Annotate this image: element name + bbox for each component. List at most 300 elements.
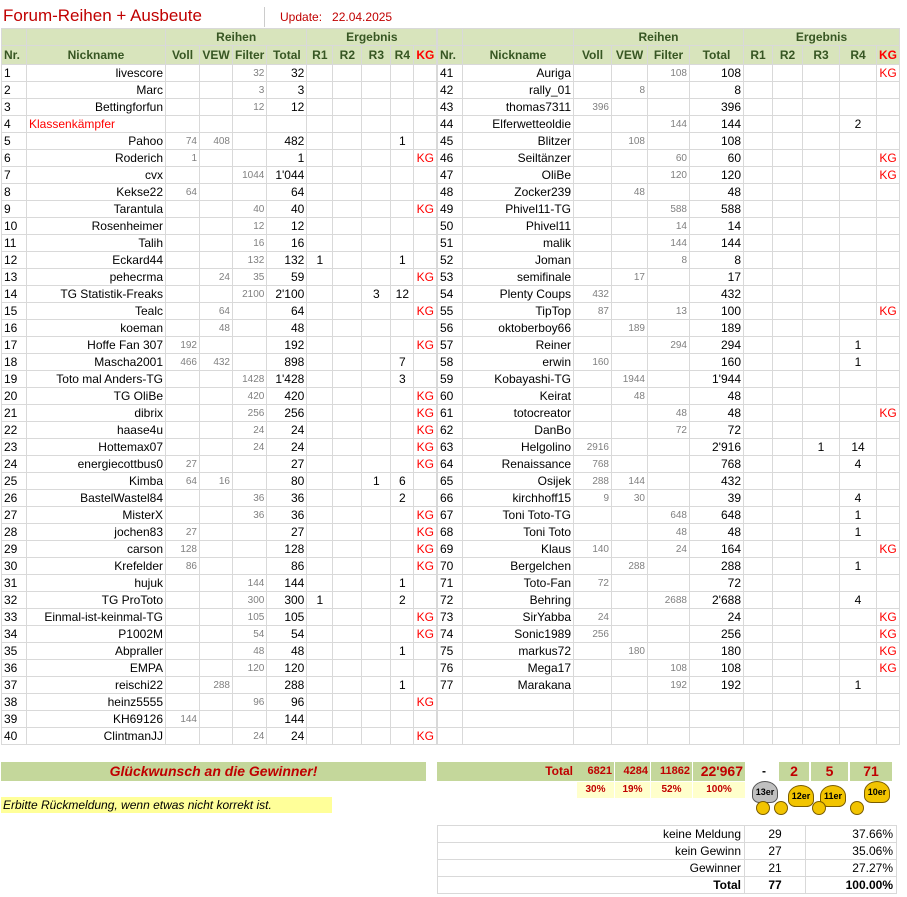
summary-row xyxy=(438,843,897,860)
cell-r4 xyxy=(840,609,877,626)
cell-r3 xyxy=(803,660,840,677)
cell-voll: 396 xyxy=(574,99,612,116)
cell-kg xyxy=(877,575,900,592)
cell-r2 xyxy=(333,677,362,694)
table-row xyxy=(2,558,437,575)
cell-voll: 192 xyxy=(166,337,200,354)
cell-r3 xyxy=(803,541,840,558)
cell-kg: KG xyxy=(877,660,900,677)
cell-kg: KG xyxy=(877,150,900,167)
table-row xyxy=(438,609,900,626)
cell-r3 xyxy=(803,371,840,388)
cell-total: 180 xyxy=(690,643,744,660)
table-row xyxy=(2,575,437,592)
cell-total: 48 xyxy=(690,388,744,405)
cell-r1 xyxy=(307,303,333,320)
cell-nr: 57 xyxy=(438,337,463,354)
cell-total: 144 xyxy=(690,235,744,252)
cell-total: 648 xyxy=(690,507,744,524)
cell-voll: 288 xyxy=(574,473,612,490)
cell-nr: 22 xyxy=(2,422,27,439)
cell-vew xyxy=(612,677,648,694)
cell-kg xyxy=(414,218,437,235)
totals-total: 22'967 xyxy=(693,762,745,781)
cell-r4: 1 xyxy=(840,507,877,524)
cell-r4 xyxy=(391,405,414,422)
cell-nr: 44 xyxy=(438,116,463,133)
cell-vew: 144 xyxy=(612,473,648,490)
cell-voll: 1 xyxy=(166,150,200,167)
cell-voll: 256 xyxy=(574,626,612,643)
cell-r4 xyxy=(391,82,414,99)
cell-r3 xyxy=(803,167,840,184)
cell-r2 xyxy=(333,286,362,303)
totals-vew: 4284 xyxy=(615,762,650,781)
cell-r2 xyxy=(333,116,362,133)
cell-nr: 37 xyxy=(2,677,27,694)
cell-r2 xyxy=(333,626,362,643)
cell-nick: Rosenheimer xyxy=(27,218,166,235)
cell-filter xyxy=(233,184,267,201)
table-row xyxy=(2,184,437,201)
cell-r4 xyxy=(840,371,877,388)
summary-row xyxy=(438,877,897,894)
cell-r4 xyxy=(840,82,877,99)
cell-total: 144 xyxy=(267,711,307,728)
cell-nick: markus72 xyxy=(463,643,574,660)
cell-r3 xyxy=(362,558,391,575)
col-filter: Filter xyxy=(648,46,690,65)
cell-vew xyxy=(200,235,233,252)
cell-r1 xyxy=(307,541,333,558)
cell-filter xyxy=(648,371,690,388)
cell-filter: 132 xyxy=(233,252,267,269)
cell-nr: 56 xyxy=(438,320,463,337)
cell-r2 xyxy=(773,507,803,524)
cell-filter xyxy=(648,643,690,660)
cell-total: 482 xyxy=(267,133,307,150)
cell-r1 xyxy=(307,82,333,99)
cell-r3 xyxy=(803,201,840,218)
table-row xyxy=(438,133,900,150)
cell-vew xyxy=(200,337,233,354)
cell-total: 108 xyxy=(690,65,744,82)
cell-voll xyxy=(574,337,612,354)
cell-filter xyxy=(233,320,267,337)
cell-r1 xyxy=(744,677,773,694)
cell-r4 xyxy=(840,575,877,592)
cell-nr: 39 xyxy=(2,711,27,728)
cell-kg xyxy=(414,490,437,507)
cell-total: 108 xyxy=(690,133,744,150)
cell-nick: heinz5555 xyxy=(27,694,166,711)
cell-r3 xyxy=(362,592,391,609)
cell-vew: 17 xyxy=(612,269,648,286)
cell-vew: 1944 xyxy=(612,371,648,388)
cell-r2 xyxy=(333,694,362,711)
cell-filter xyxy=(648,575,690,592)
cell-vew xyxy=(612,507,648,524)
cell-total: 164 xyxy=(690,541,744,558)
cell-voll: 160 xyxy=(574,354,612,371)
cell-voll xyxy=(574,524,612,541)
table-row xyxy=(2,643,437,660)
cell-kg: KG xyxy=(414,201,437,218)
cell-total: 39 xyxy=(690,490,744,507)
cell-nick: Renaissance xyxy=(463,456,574,473)
cell-filter xyxy=(648,439,690,456)
cell-nick: Reiner xyxy=(463,337,574,354)
cell-total: 396 xyxy=(690,99,744,116)
cell-r2 xyxy=(333,541,362,558)
cell-r2 xyxy=(333,507,362,524)
totals-filter: 11862 xyxy=(651,762,692,781)
cell-r3 xyxy=(803,133,840,150)
table-row xyxy=(438,643,900,660)
cell-nick: totocreator xyxy=(463,405,574,422)
cell-r1 xyxy=(307,320,333,337)
cell-kg xyxy=(877,592,900,609)
cell-r3 xyxy=(362,677,391,694)
cell-nr: 1 xyxy=(2,65,27,82)
cell-nick: Keirat xyxy=(463,388,574,405)
trophy-icons xyxy=(752,779,907,814)
cell-nr: 24 xyxy=(2,456,27,473)
cell-vew: 288 xyxy=(200,677,233,694)
cell-r4 xyxy=(391,626,414,643)
cell-kg xyxy=(414,235,437,252)
cell-filter xyxy=(648,269,690,286)
cell-kg: KG xyxy=(877,609,900,626)
cell-total: 120 xyxy=(267,660,307,677)
cell-r1 xyxy=(307,371,333,388)
cell-kg: KG xyxy=(414,388,437,405)
cell-r2 xyxy=(773,558,803,575)
summary-label: kein Gewinn xyxy=(438,843,745,860)
table-row xyxy=(2,609,437,626)
cell-nr: 55 xyxy=(438,303,463,320)
cell-r3 xyxy=(362,507,391,524)
totals-r3: 5 xyxy=(811,762,848,781)
cell-r1 xyxy=(744,371,773,388)
cell-r3 xyxy=(803,609,840,626)
col-r3: R3 xyxy=(362,46,391,65)
cell-nick: pehecrma xyxy=(27,269,166,286)
cell-nr: 16 xyxy=(2,320,27,337)
cell-voll: 128 xyxy=(166,541,200,558)
cell-r3 xyxy=(362,524,391,541)
cell-total: 96 xyxy=(267,694,307,711)
cell-vew xyxy=(200,575,233,592)
cell-total: 24 xyxy=(267,422,307,439)
cell-r1 xyxy=(744,99,773,116)
cell-r1 xyxy=(307,524,333,541)
cell-nick: Mega17 xyxy=(463,660,574,677)
cell-nick: Sonic1989 xyxy=(463,626,574,643)
cell-r4: 4 xyxy=(840,490,877,507)
cell-voll xyxy=(574,252,612,269)
cell-vew xyxy=(200,524,233,541)
cell-total: 768 xyxy=(690,456,744,473)
trophy-13er-icon: 13er xyxy=(752,781,778,803)
cell-kg: KG xyxy=(414,150,437,167)
cell-vew xyxy=(612,303,648,320)
cell-nr: 6 xyxy=(2,150,27,167)
cell-filter: 1044 xyxy=(233,167,267,184)
cell-r4: 1 xyxy=(840,524,877,541)
cell-r4 xyxy=(840,303,877,320)
cell-total: 144 xyxy=(267,575,307,592)
cell-r2 xyxy=(773,490,803,507)
cell-nr: 19 xyxy=(2,371,27,388)
cell-r1 xyxy=(307,609,333,626)
empty-row xyxy=(438,694,900,711)
table-row xyxy=(438,269,900,286)
cell-r3 xyxy=(803,626,840,643)
table-row xyxy=(438,541,900,558)
cell-r1 xyxy=(744,524,773,541)
table-row xyxy=(2,626,437,643)
cell-total: 2'688 xyxy=(690,592,744,609)
cell-voll xyxy=(166,728,200,745)
cell-voll: 27 xyxy=(166,524,200,541)
cell-nick: TG OliBe xyxy=(27,388,166,405)
reihen-header: Reihen xyxy=(166,29,307,46)
cell-voll xyxy=(166,609,200,626)
cell-kg xyxy=(877,133,900,150)
cell-nr: 72 xyxy=(438,592,463,609)
table-row xyxy=(2,252,437,269)
cell-r4 xyxy=(391,337,414,354)
cell-r1 xyxy=(744,252,773,269)
table-row xyxy=(438,439,900,456)
cell-vew xyxy=(612,218,648,235)
cell-total: 48 xyxy=(267,643,307,660)
cell-nr: 50 xyxy=(438,218,463,235)
cell-filter: 256 xyxy=(233,405,267,422)
table-row xyxy=(438,677,900,694)
totals-r1: - xyxy=(749,762,779,781)
cell-kg xyxy=(877,269,900,286)
congrats-banner: Glückwunsch an die Gewinner! xyxy=(1,762,426,781)
cell-r3 xyxy=(362,303,391,320)
cell-r3 xyxy=(803,677,840,694)
cell-nr: 30 xyxy=(2,558,27,575)
cell-voll xyxy=(166,422,200,439)
cell-nick: DanBo xyxy=(463,422,574,439)
cell-r1 xyxy=(307,388,333,405)
cell-r4 xyxy=(840,405,877,422)
cell-nr: 43 xyxy=(438,99,463,116)
cell-nick: kirchhoff15 xyxy=(463,490,574,507)
totals-r2: 2 xyxy=(779,762,809,781)
cell-r3 xyxy=(362,269,391,286)
col-nickname: Nickname xyxy=(27,46,166,65)
cell-kg xyxy=(877,490,900,507)
cell-nick: reischi22 xyxy=(27,677,166,694)
table-row xyxy=(2,150,437,167)
cell-r4 xyxy=(391,116,414,133)
cell-r4 xyxy=(840,320,877,337)
cell-r3 xyxy=(803,558,840,575)
cell-filter: 144 xyxy=(648,235,690,252)
cell-vew: 64 xyxy=(200,303,233,320)
cell-r4 xyxy=(391,660,414,677)
cell-nick: Kobayashi-TG xyxy=(463,371,574,388)
cell-r4 xyxy=(391,99,414,116)
cell-total: 432 xyxy=(690,473,744,490)
cell-vew xyxy=(200,252,233,269)
update-info xyxy=(264,7,402,27)
cell-r2 xyxy=(333,235,362,252)
page-title: Forum-Reihen + Ausbeute xyxy=(3,6,202,25)
col-r2: R2 xyxy=(333,46,362,65)
totals-label: Total xyxy=(437,762,577,781)
col-r3: R3 xyxy=(803,46,840,65)
cell-nick: Behring xyxy=(463,592,574,609)
cell-r4 xyxy=(840,150,877,167)
cell-r1 xyxy=(744,473,773,490)
cell-kg xyxy=(414,184,437,201)
cell-kg xyxy=(877,235,900,252)
table-row xyxy=(438,626,900,643)
cell-nick: Klaus xyxy=(463,541,574,558)
cell-r3 xyxy=(362,201,391,218)
cell-r2 xyxy=(773,405,803,422)
cell-nick: Roderich xyxy=(27,150,166,167)
cell-kg xyxy=(414,167,437,184)
cell-nick: TG ProToto xyxy=(27,592,166,609)
col-r2: R2 xyxy=(773,46,803,65)
cell-r2 xyxy=(333,558,362,575)
cell-kg: KG xyxy=(414,626,437,643)
cell-r2 xyxy=(773,609,803,626)
cell-r3 xyxy=(362,116,391,133)
cell-r3: 1 xyxy=(803,439,840,456)
cell-nr: 51 xyxy=(438,235,463,252)
cell-voll xyxy=(166,269,200,286)
cell-r2 xyxy=(773,388,803,405)
cell-r4 xyxy=(840,643,877,660)
col-r1: R1 xyxy=(307,46,333,65)
cell-voll: 768 xyxy=(574,456,612,473)
table-row xyxy=(2,116,437,133)
cell-r4 xyxy=(391,456,414,473)
cell-kg xyxy=(877,558,900,575)
cell-r2 xyxy=(333,728,362,745)
cell-r1 xyxy=(744,286,773,303)
cell-r3 xyxy=(362,422,391,439)
cell-voll: 74 xyxy=(166,133,200,150)
cell-r4 xyxy=(840,422,877,439)
cell-nr: 33 xyxy=(2,609,27,626)
cell-r2 xyxy=(333,65,362,82)
cell-nick: SirYabba xyxy=(463,609,574,626)
right-table xyxy=(437,28,900,745)
cell-filter: 105 xyxy=(233,609,267,626)
cell-filter: 16 xyxy=(233,235,267,252)
cell-r3 xyxy=(803,252,840,269)
cell-nr: 62 xyxy=(438,422,463,439)
cell-r2 xyxy=(333,456,362,473)
cell-r3 xyxy=(803,405,840,422)
cell-r2 xyxy=(773,371,803,388)
col-voll: Voll xyxy=(574,46,612,65)
cell-nick: Toto-Fan xyxy=(463,575,574,592)
cell-total: 8 xyxy=(690,252,744,269)
cell-r4: 1 xyxy=(391,575,414,592)
cell-nick: Bergelchen xyxy=(463,558,574,575)
cell-r3 xyxy=(803,456,840,473)
cell-r1 xyxy=(744,184,773,201)
cell-filter: 24 xyxy=(233,422,267,439)
cell-kg xyxy=(877,218,900,235)
cell-vew xyxy=(612,439,648,456)
cell-r3 xyxy=(362,575,391,592)
cell-r2 xyxy=(773,218,803,235)
cell-r2 xyxy=(773,303,803,320)
table-row xyxy=(438,592,900,609)
cell-r1 xyxy=(307,694,333,711)
cell-r3 xyxy=(362,133,391,150)
cell-filter: 40 xyxy=(233,201,267,218)
cell-nick: oktoberboy66 xyxy=(463,320,574,337)
cell-r2 xyxy=(773,422,803,439)
cell-r2 xyxy=(333,490,362,507)
cell-vew xyxy=(200,507,233,524)
cell-filter xyxy=(233,456,267,473)
cell-r1 xyxy=(307,405,333,422)
summary-pct: 37.66% xyxy=(806,826,897,843)
table-row xyxy=(438,337,900,354)
cell-r1 xyxy=(744,337,773,354)
cell-vew xyxy=(612,99,648,116)
table-row xyxy=(2,235,437,252)
cell-voll xyxy=(166,252,200,269)
cell-nick: koeman xyxy=(27,320,166,337)
cell-nr: 52 xyxy=(438,252,463,269)
cell-kg xyxy=(877,354,900,371)
cell-voll xyxy=(166,507,200,524)
cell-filter: 108 xyxy=(648,660,690,677)
table-row xyxy=(438,167,900,184)
cell-nr: 61 xyxy=(438,405,463,422)
cell-kg: KG xyxy=(414,524,437,541)
cell-kg xyxy=(414,660,437,677)
cell-filter: 192 xyxy=(648,677,690,694)
summary-count: 27 xyxy=(745,843,806,860)
table-row xyxy=(2,507,437,524)
cell-r1 xyxy=(744,167,773,184)
cell-r4 xyxy=(391,388,414,405)
cell-nr: 77 xyxy=(438,677,463,694)
cell-voll xyxy=(574,235,612,252)
table-row xyxy=(438,320,900,337)
cell-nick: Blitzer xyxy=(463,133,574,150)
cell-nr: 29 xyxy=(2,541,27,558)
cell-total: 64 xyxy=(267,184,307,201)
cell-voll: 2916 xyxy=(574,439,612,456)
cell-nick: Marakana xyxy=(463,677,574,694)
cell-r1 xyxy=(744,150,773,167)
trophy-10er-icon: 10er xyxy=(864,781,890,803)
cell-r4: 1 xyxy=(840,677,877,694)
cell-r4 xyxy=(840,252,877,269)
table-row xyxy=(2,524,437,541)
cell-nick: Marc xyxy=(27,82,166,99)
cell-r1 xyxy=(307,201,333,218)
cell-nick: TG Statistik-Freaks xyxy=(27,286,166,303)
